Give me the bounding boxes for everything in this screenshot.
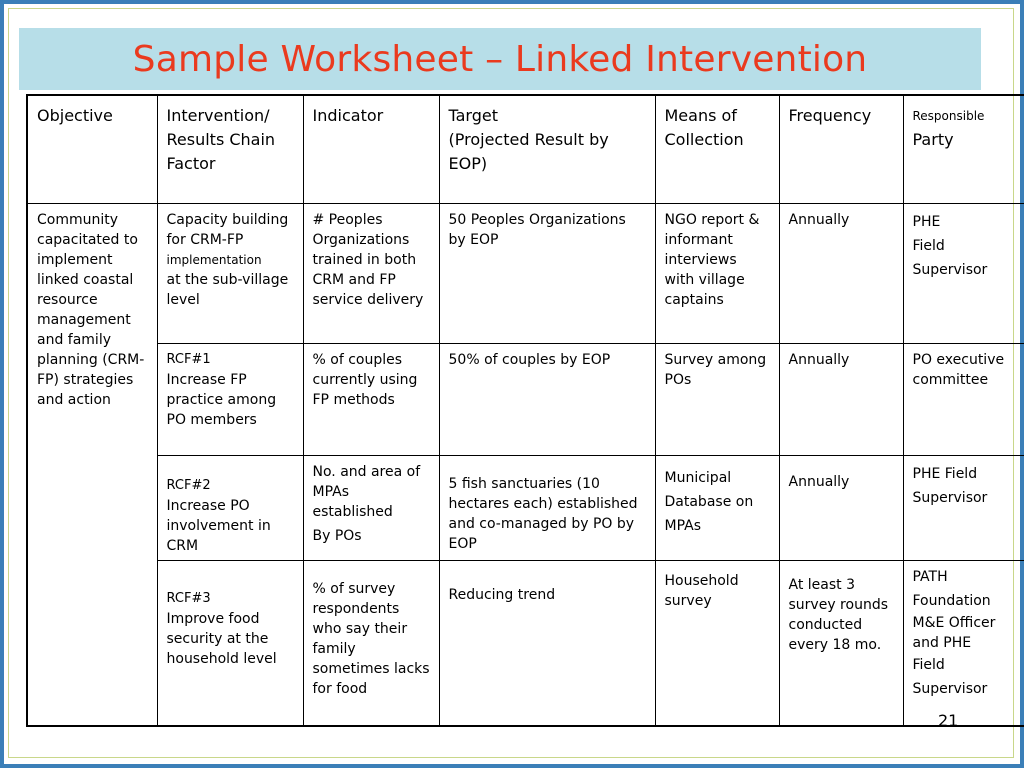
frequency-cell: Annually [779, 455, 903, 560]
table-row [27, 560, 1024, 726]
header-intervention-line1: Intervention/ [166, 106, 270, 125]
header-intervention-line2: Results Chain Factor [166, 130, 276, 173]
objective-cell: Community capacitated to implement linked coastal resource management and family planning (CRM-FP) strategies and action [27, 203, 157, 726]
header-target-line2: (Projected Result by EOP) [448, 130, 609, 173]
page-number: 21 [938, 711, 959, 730]
responsible-text: Field [912, 656, 945, 673]
indicator-cell [303, 455, 439, 560]
indicator-cell: % of survey respondents who say their family sometimes lacks for food [303, 560, 439, 726]
header-indicator: Indicator [303, 95, 439, 203]
responsible-cell: PO executive committee [903, 343, 1024, 455]
intervention-cell [157, 455, 303, 560]
target-cell: Reducing trend [439, 560, 655, 726]
intervention-code: RCF#3 [166, 590, 211, 606]
target-cell: 50% of couples by EOP [439, 343, 655, 455]
means-text: Database on [664, 493, 754, 510]
intervention-text: at the sub-village level [166, 271, 289, 308]
intervention-code: RCF#2 [166, 477, 211, 493]
header-responsible-line2: Party [912, 130, 954, 149]
indicator-text: By POs [312, 527, 362, 544]
title-bar [19, 28, 981, 90]
responsible-text: Foundation [912, 592, 991, 609]
means-text: interviews with village captains [664, 251, 745, 308]
responsible-text: PHE [912, 213, 941, 230]
intervention-cell [157, 343, 303, 455]
header-frequency: Frequency [779, 95, 903, 203]
header-means: Means of Collection [655, 95, 779, 203]
intervention-text: Increase FP practice among PO members [166, 371, 277, 428]
intervention-cell [157, 560, 303, 726]
means-text: Municipal [664, 469, 732, 486]
header-target [439, 95, 655, 203]
intervention-text: Increase PO involvement in CRM [166, 497, 271, 554]
intervention-cell [157, 203, 303, 343]
responsible-text: Supervisor [912, 680, 988, 697]
table-row [27, 203, 1024, 343]
target-cell: 50 Peoples Organizations by EOP [439, 203, 655, 343]
indicator-cell: # Peoples Organizations trained in both CRM and FP service delivery [303, 203, 439, 343]
frequency-cell: At least 3 survey rounds conducted every 18 mo. [779, 560, 903, 726]
responsible-cell [903, 560, 1024, 726]
intervention-text: implementation [166, 252, 262, 267]
means-text: MPAs [664, 517, 701, 534]
header-target-line1: Target [448, 106, 498, 125]
responsible-text: Supervisor [912, 489, 988, 506]
responsible-cell [903, 203, 1024, 343]
indicator-cell: % of couples currently using FP methods [303, 343, 439, 455]
intervention-text: Improve food security at the household level [166, 610, 277, 667]
worksheet-table [26, 94, 1024, 727]
slide [4, 4, 1020, 764]
responsible-text: PHE Field [912, 465, 978, 482]
frequency-cell: Annually [779, 203, 903, 343]
header-responsible-line1: Responsible [912, 109, 985, 123]
responsible-cell [903, 455, 1024, 560]
responsible-text: PATH [912, 568, 948, 585]
intervention-code: RCF#1 [166, 351, 211, 367]
table-row [27, 455, 1024, 560]
means-cell: Household survey [655, 560, 779, 726]
header-objective: Objective [27, 95, 157, 203]
frequency-cell: Annually [779, 343, 903, 455]
means-cell [655, 203, 779, 343]
responsible-text: M&E Officer and PHE [912, 614, 996, 651]
intervention-text: Capacity building for CRM-FP [166, 211, 289, 248]
header-intervention [157, 95, 303, 203]
indicator-text: No. and area of MPAs established [312, 463, 421, 520]
target-cell: 5 fish sanctuaries (10 hectares each) established and co-managed by PO by EOP [439, 455, 655, 560]
header-responsible [903, 95, 1024, 203]
header-row [27, 95, 1024, 203]
table-row [27, 343, 1024, 455]
responsible-text: Field [912, 237, 945, 254]
means-text: NGO report & informant [664, 211, 760, 248]
means-cell [655, 455, 779, 560]
means-cell: Survey among POs [655, 343, 779, 455]
responsible-text: Supervisor [912, 261, 988, 278]
slide-title: Sample Worksheet – Linked Intervention [132, 38, 868, 80]
